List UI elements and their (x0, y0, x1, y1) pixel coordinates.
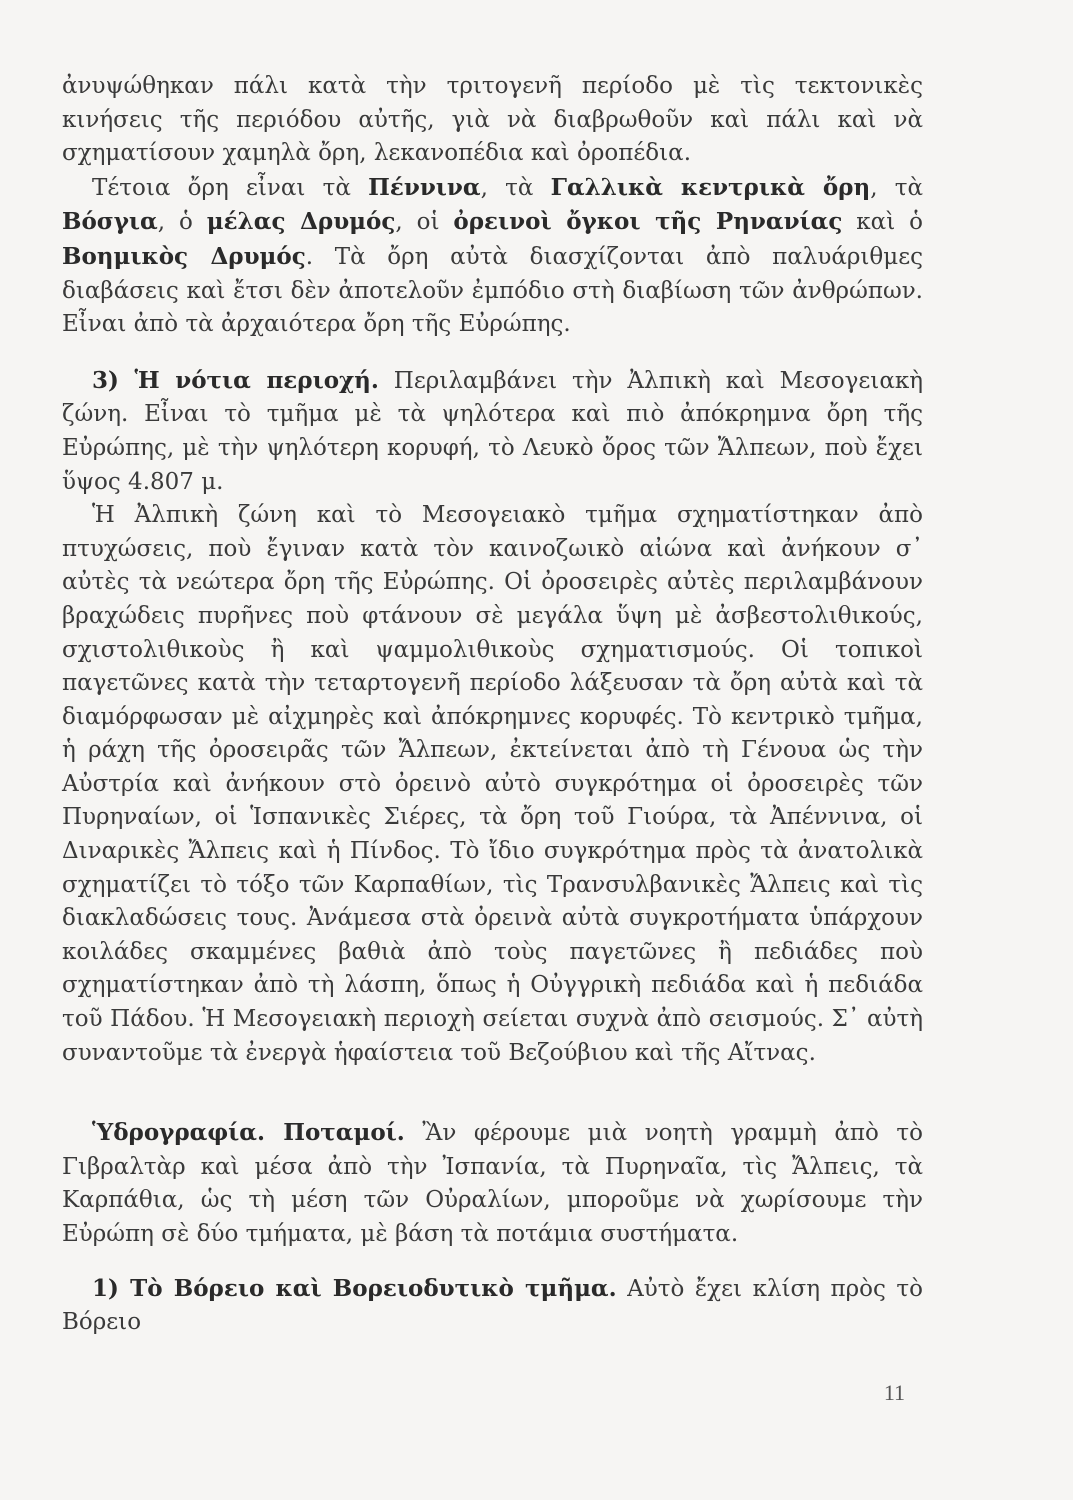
section-heading-southern: 3) Ἡ νότια περιοχή. (92, 366, 379, 394)
paragraph-southern-region (62, 364, 923, 499)
text-run: , τὰ (870, 174, 923, 201)
text-run: . Τὰ ὄρη αὐτὰ διασχίζονται ἀπὸ παλυάριθμες διαβάσεις καὶ ἔτσι δὲν ἀποτελοῦν ἐμπόδιο στὴ διαβίωση τῶν ἀνθρώπων. Εἶναι ἀπὸ τὰ ἀρχαιότερα ὄρη τῆς Εὐρώπης. (62, 243, 923, 338)
paragraph-uplift (62, 70, 923, 171)
text-run: , οἱ (395, 209, 454, 236)
paragraph-northern-section (62, 1272, 923, 1340)
bold-term-bohemian-forest: Βοημικὸς Δρυμός (62, 242, 306, 270)
paragraph-text: Ἂν φέρουμε μιὰ νοητὴ γραμμὴ ἀπὸ τὸ Γιβραλτὰρ καὶ μέσα ἀπὸ τὴν Ἰσπανία, τὰ Πυρηναῖα, τὶς Ἄλπεις, τὰ Καρπάθια, ὡς τὴ μέση τῶν Οὐραλίων, μποροῦμε νὰ χωρίσουμε τὴν Εὐρώπη σὲ δύο τμήματα, μὲ βάση τὰ ποτάμια συστήματα. (62, 1120, 924, 1247)
bold-term-black-forest: μέλας Δρυμός (206, 208, 396, 236)
paragraph-alpine-zone (62, 499, 923, 1070)
section-heading-hydrography: Ὑδρογραφία. Ποταμοί. (92, 1119, 405, 1147)
section-heading-northwest: 1) Τὸ Βόρειο καὶ Βορειοδυτικὸ τμῆμα. (92, 1274, 617, 1302)
paragraph-hydrography (62, 1116, 923, 1251)
text-run: Τέτοια ὄρη εἶναι τὰ (92, 174, 369, 201)
paragraph-text: Περιλαμβάνει τὴν Ἀλπικὴ καὶ Μεσογειακὴ ζώνη. Εἶναι τὸ τμῆμα μὲ τὰ ψηλότερα καὶ πιὸ ἀπόκρημνα ὄρη τῆς Εὐρώπης, μὲ τὴν ψηλότερη κορυφή, τὸ Λευκὸ ὄρος τῶν Ἄλπεων, ποὺ ἔχει ὕψος 4.807 μ. (62, 367, 923, 495)
text-run: , ὁ (157, 209, 207, 236)
text-run: , τὰ (480, 174, 551, 201)
paragraph-text: Ἡ Ἀλπικὴ ζώνη καὶ τὸ Μεσογειακὸ τμῆμα σχηματίστηκαν ἀπὸ πτυχώσεις, ποὺ ἔγιναν κατὰ τὸν καινοζωικὸ αἰώνα καὶ ἀνήκουν σ᾽ αὐτὲς τὰ νεώτερα ὄρη τῆς Εὐρώπης. Οἱ ὀροσειρὲς αὐτὲς περιλαμβάνουν βραχώδεις πυρῆνες ποὺ φτάνουν σὲ μεγάλα ὕψη μὲ ἀσβεστολιθικούς, σχιστολιθικοὺς ἢ καὶ ψαμμολιθικοὺς σχηματισμούς. Οἱ τοπικοὶ παγετῶνες κατὰ τὴν τεταρτογενῆ περίοδο λάξευσαν τὰ ὄρη αὐτὰ καὶ τὰ διαμόρφωσαν μὲ αἰχμηρὲς καὶ ἀπόκρημνες κορυφές. Τὸ κεντρικὸ τμῆμα, ἡ ράχη τῆς ὀροσειρᾶς τῶν Ἄλπεων, ἐκτείνεται ἀπὸ τὴ Γένουα ὡς τὴν Αὐστρία καὶ ἀνήκουν στὸ ὀρεινὸ αὐτὸ συγκρότημα οἱ ὀροσειρὲς τῶν Πυρηναίων, οἱ Ἱσπανικὲς Σιέρες, τὰ ὄρη τοῦ Γιούρα, τὰ Ἀπέννινα, οἱ Διναρικὲς Ἄλπεις καὶ ἡ Πίνδος. Τὸ ἴδιο συγκρότημα πρὸς τὰ ἀνατολικὰ σχηματίζει τὸ τόξο τῶν Καρπαθίων, τὶς Τρανσυλβανικὲς Ἄλπεις καὶ τὶς διακλαδώσεις τους. Ἀνάμεσα στὰ ὀρεινὰ αὐτὰ συγκροτήματα ὑπάρχουν κοιλάδες σκαμμένες βαθιὰ ἀπὸ τοὺς παγετῶνες ἢ πεδιάδες ποὺ σχηματίστηκαν ἀπὸ τὴ λάσπη, ὅπως ἡ Οὐγγρικὴ πεδιάδα καὶ ἡ πεδιάδα τοῦ Πάδου. Ἡ Μεσογειακὴ περιοχὴ σείεται συχνὰ ἀπὸ σεισμούς. Σ᾽ αὐτὴ συναντοῦμε τὰ ἐνεργὰ ἡφαίστεια τοῦ Βεζούβιου καὶ τῆς Αἴτνας. (62, 502, 923, 1066)
page-number: 11 (883, 1380, 905, 1405)
paragraph-text: Αὐτὸ ἔχει κλίση πρὸς τὸ Βόρειο (62, 1275, 923, 1336)
bold-term-rhenish-massif: ὀρεινοὶ ὄγκοι τῆς Ρηνανίας (453, 208, 843, 236)
bold-term-massif-central: Γαλλικὰ κεντρικὰ ὄρη (550, 173, 871, 201)
bold-term-vosges: Βόσγια (62, 208, 158, 236)
text-run: καὶ ὁ (842, 209, 924, 236)
paragraph-old-mountains (62, 171, 923, 342)
bold-term-pennines: Πέννινα (368, 173, 481, 201)
paragraph-text: ἀνυψώθηκαν πάλι κατὰ τὴν τριτογενῆ περίοδο μὲ τὶς τεκτονικὲς κινήσεις τῆς περιόδου αὐτῆς, γιὰ νὰ διαβρωθοῦν καὶ πάλι καὶ νὰ σχηματίσουν χαμηλὰ ὄρη, λεκανοπέδια καὶ ὀροπέδια. (62, 73, 923, 167)
